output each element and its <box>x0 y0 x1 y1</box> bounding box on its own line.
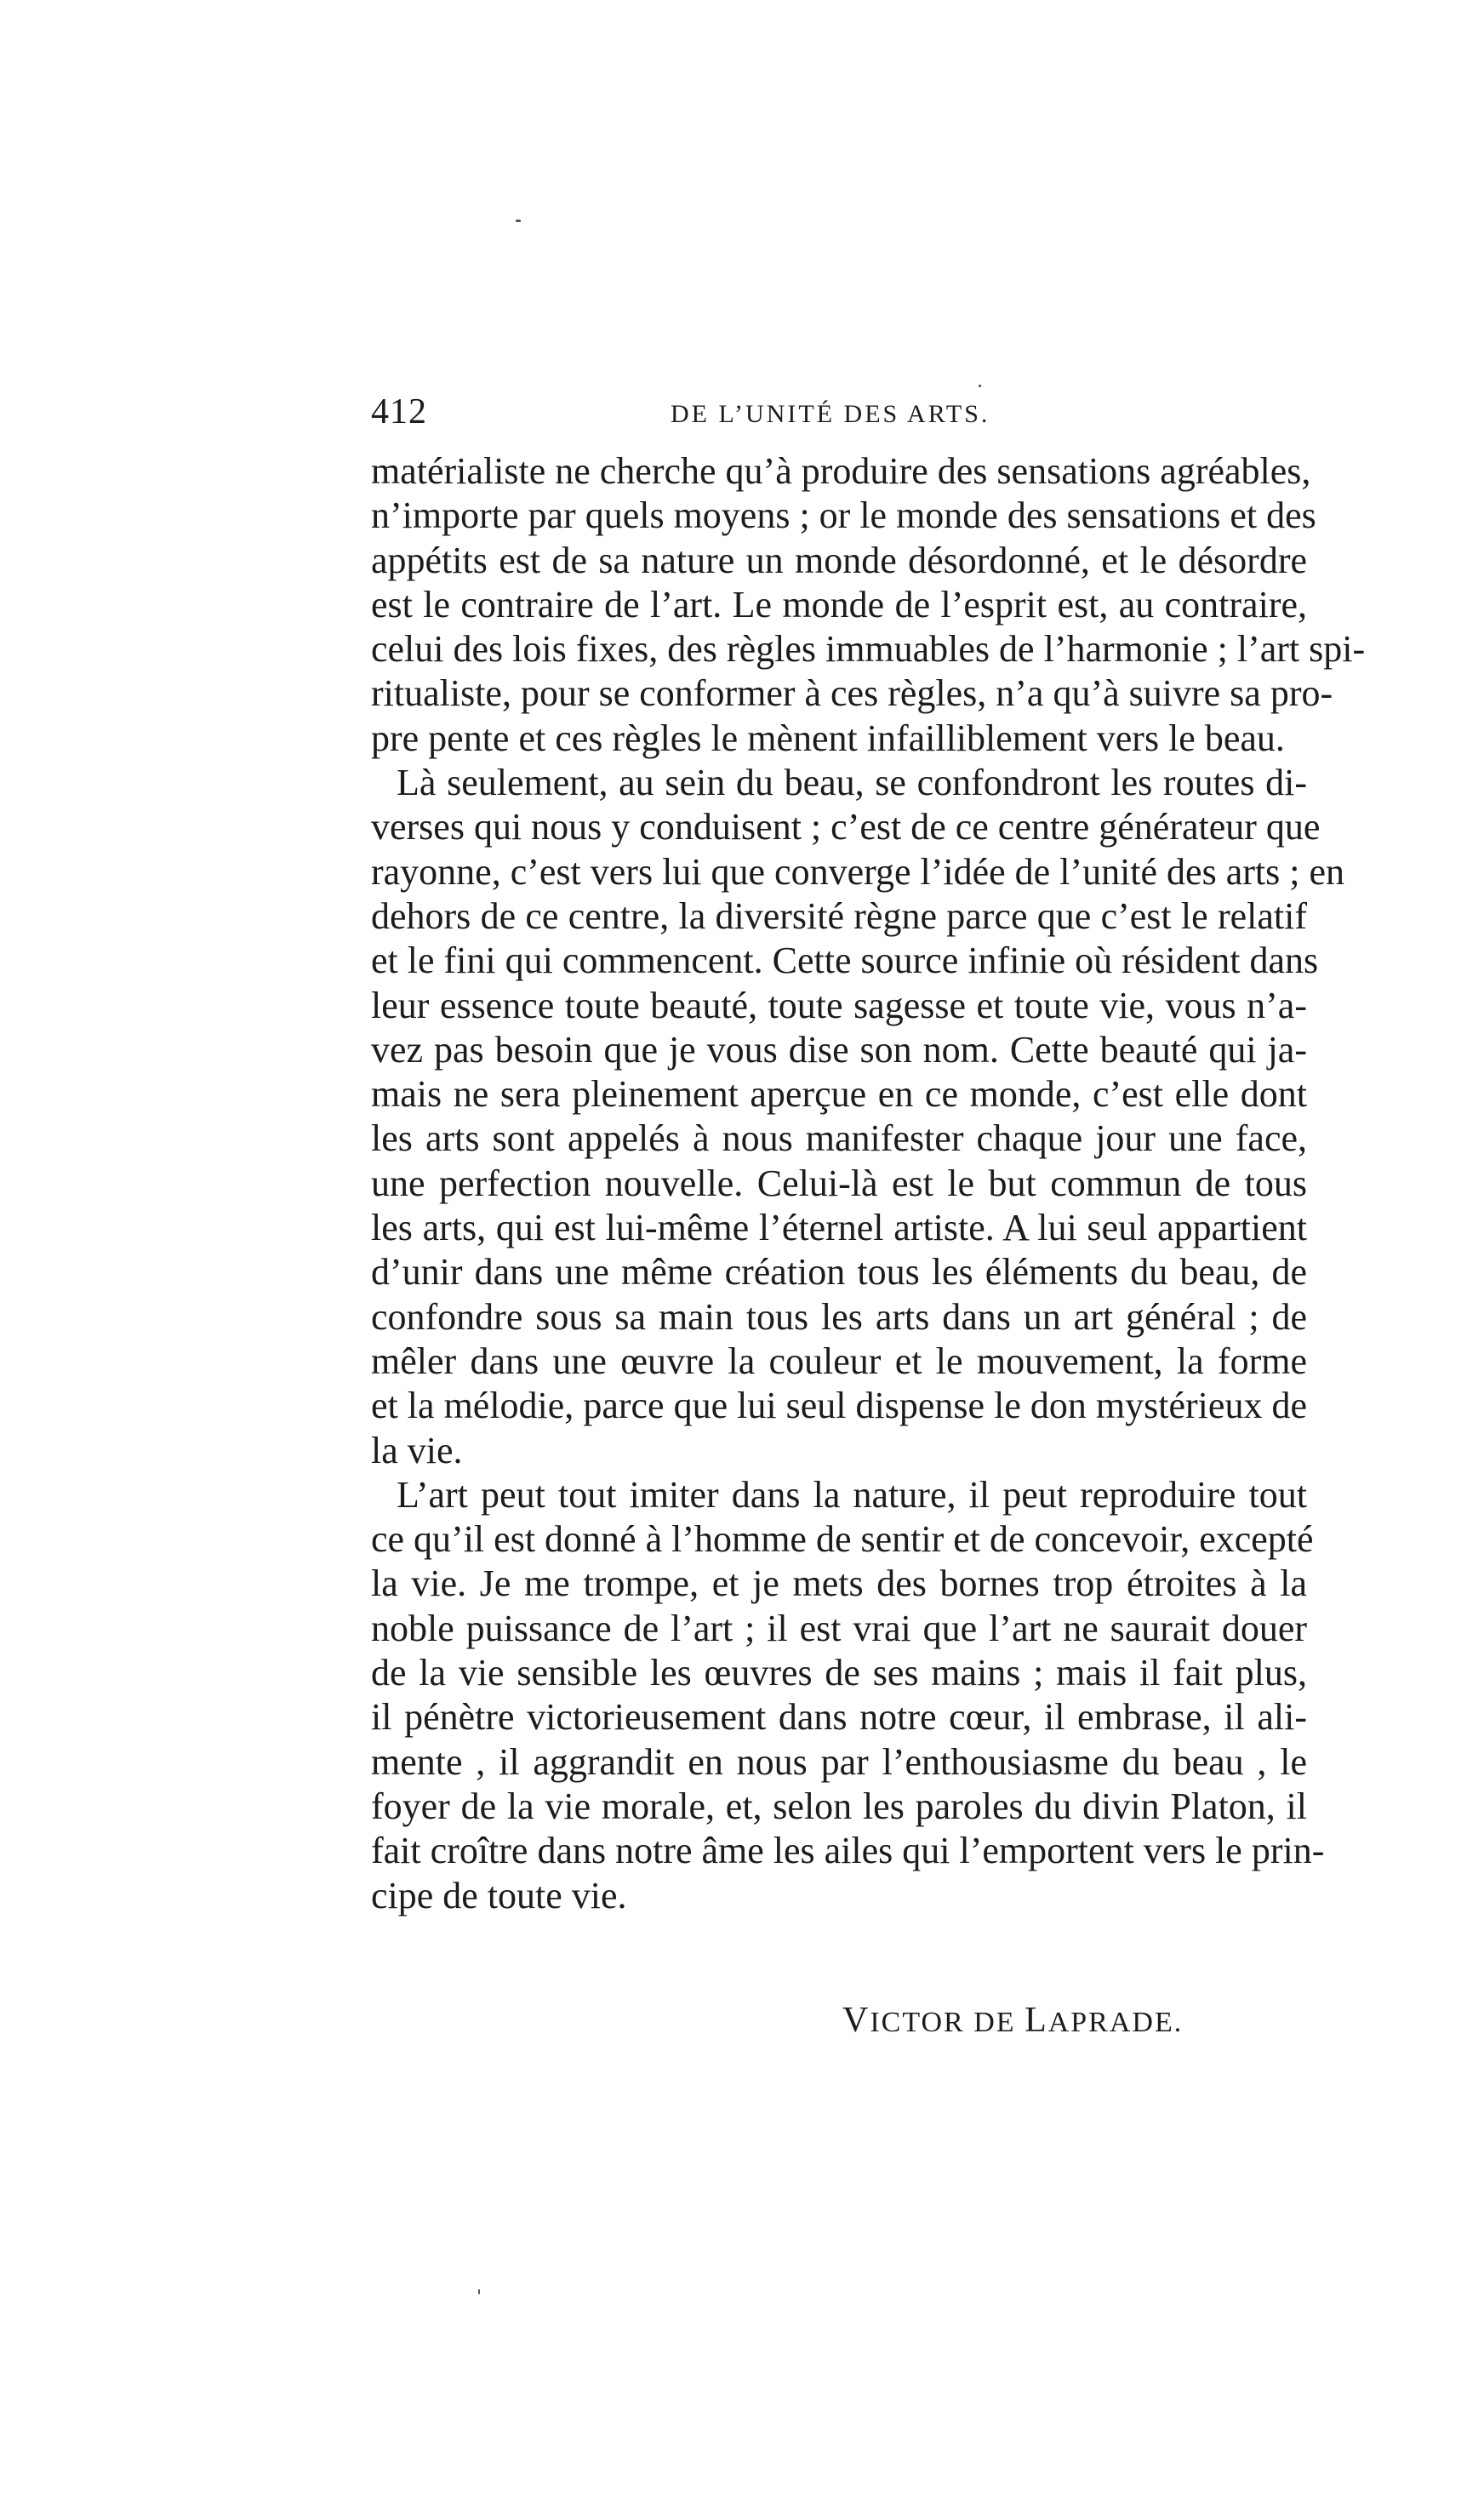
text-line: mêler dans une œuvre la couleur et le mouvement, la forme <box>371 1339 1307 1382</box>
body-text <box>371 449 1366 1918</box>
paper-speck <box>979 385 981 387</box>
text-line: mente , il aggrandit en nous par l’enthousiasme du beau , le <box>371 1740 1307 1783</box>
text-line: noble puissance de l’art ; il est vrai que l’art ne saurait douer <box>371 1607 1307 1649</box>
text-line: celui des lois fixes, des règles immuables de l’harmonie ; l’art spi- <box>371 628 1366 671</box>
text-line: appétits est de sa nature un monde désordonné, et le désordre <box>371 539 1307 581</box>
text-line: d’unir dans une même création tous les éléments du beau, de <box>371 1251 1307 1294</box>
signature-first-initial: V <box>842 2001 870 2040</box>
text-line: les arts sont appelés à nous manifester chaque jour une face, <box>371 1117 1307 1160</box>
running-head <box>371 391 1009 443</box>
text-line: dehors de ce centre, la diversité règne parce que c’est le relatif <box>371 894 1307 937</box>
page-number: 412 <box>371 392 427 431</box>
text-line: n’importe par quels moyens ; or le monde des sensations et des <box>371 494 1316 537</box>
text-line: et la mélodie, parce que lui seul dispense le don mystérieux de <box>371 1385 1307 1427</box>
text-line: vez pas besoin que je vous dise son nom. Cette beauté qui ja- <box>371 1028 1307 1071</box>
text-line: la vie. Je me trompe, et je mets des bornes trop étroites à la <box>371 1562 1307 1605</box>
signature-first-rest: ICTOR DE <box>870 2007 1025 2038</box>
author-signature <box>842 2000 1183 2041</box>
paragraph <box>371 1473 1325 1918</box>
text-line: verses qui nous y conduisent ; c’est de ce centre générateur que <box>371 806 1321 848</box>
text-line: cipe de toute vie. <box>371 1874 627 1916</box>
signature-last-rest: APRADE. <box>1047 2007 1184 2038</box>
text-line: matérialiste ne cherche qu’à produire des sensations agréables, <box>371 450 1311 492</box>
text-line: ritualiste, pour se conformer à ces règles, n’a qu’à suivre sa pro- <box>371 672 1333 715</box>
text-line: est le contraire de l’art. Le monde de l’esprit est, au contraire, <box>371 583 1307 625</box>
text-line: mais ne sera pleinement aperçue en ce monde, c’est elle dont <box>371 1073 1307 1116</box>
text-line: une perfection nouvelle. Celui-là est le but commun de tous <box>371 1162 1307 1204</box>
text-line: rayonne, c’est vers lui que converge l’idée de l’unité des arts ; en <box>371 850 1344 893</box>
paper-speck <box>478 2289 480 2294</box>
text-line: il pénètre victorieusement dans notre cœur, il embrase, il ali- <box>371 1696 1307 1739</box>
text-line: Là seulement, au sein du beau, se confondront les routes di- <box>397 762 1307 804</box>
paragraph <box>371 449 1366 761</box>
text-line: foyer de la vie morale, et, selon les paroles du divin Platon, il <box>371 1785 1307 1827</box>
paragraph <box>371 761 1344 1473</box>
text-line: la vie. <box>371 1429 463 1471</box>
signature-last-initial: L <box>1025 2001 1048 2040</box>
paper-speck <box>516 220 521 222</box>
text-line: L’art peut tout imiter dans la nature, il peut reproduire tout <box>397 1473 1307 1516</box>
text-line: pre pente et ces règles le mènent infailliblement vers le beau. <box>371 717 1285 759</box>
text-line: de la vie sensible les œuvres de ses mains ; mais il fait plus, <box>371 1652 1307 1694</box>
text-line: confondre sous sa main tous les arts dans un art général ; de <box>371 1295 1307 1338</box>
text-line: les arts, qui est lui-même l’éternel artiste. A lui seul appartient <box>371 1207 1307 1249</box>
text-line: et le fini qui commencent. Cette source infinie où résident dans <box>371 940 1319 982</box>
running-title: DE L’UNITÉ DES ARTS. <box>671 400 990 428</box>
text-line: leur essence toute beauté, toute sagesse et toute vie, vous n’a- <box>371 984 1307 1026</box>
text-line: ce qu’il est donné à l’homme de sentir et de concevoir, excepté <box>371 1518 1314 1561</box>
text-line: fait croître dans notre âme les ailes qui l’emportent vers le prin- <box>371 1830 1325 1872</box>
